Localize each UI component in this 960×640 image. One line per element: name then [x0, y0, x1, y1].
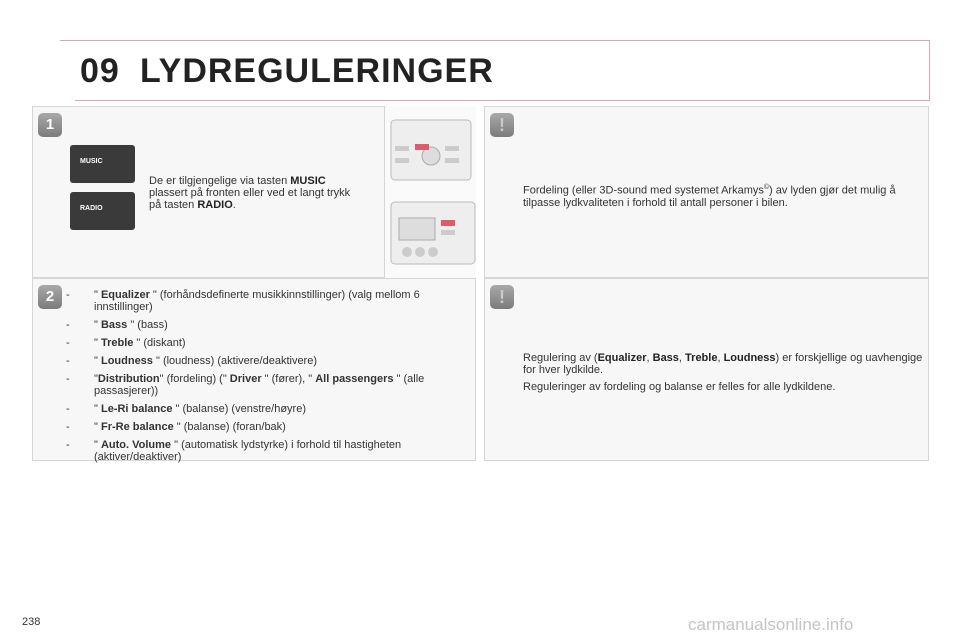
page-number: 238: [22, 616, 41, 628]
music-key-label: MUSIC: [80, 158, 103, 165]
music-key-image: [70, 145, 135, 183]
step-badge-1: 1: [38, 113, 62, 137]
distribution-note-text: Fordeling (eller 3D-sound med systemet Arkamys©) av lyden gjør det mulig å tilpasse lydkvaliteten i forhold til antall personer i bilen.: [523, 184, 896, 209]
list-item: - " Auto. Volume " (automatisk lydstyrke) i forhold til hastigheten (aktiver/deaktiver): [66, 439, 402, 463]
list-item: - " Loudness " (loudness) (aktivere/deaktivere): [66, 355, 318, 367]
page-title: LYDREGULERINGER: [140, 52, 494, 90]
header-rule-bottom: [75, 100, 930, 101]
warning-icon: !: [490, 285, 514, 309]
regulation-note-text: Regulering av (Equalizer, Bass, Treble, Loudness) er forskjellige og uavhengige for hver lydkilde.: [523, 352, 923, 376]
list-item: - " Equalizer " (forhåndsdefinerte musikkinnstillinger) (valg mellom 6 innstillinger): [66, 289, 420, 313]
list-item: - " Fr-Re balance " (balanse) (foran/bak): [66, 421, 286, 433]
step-badge-2: 2: [38, 285, 62, 309]
settings-list: [66, 289, 471, 469]
radio-key-label: RADIO: [80, 205, 103, 212]
watermark: carmanualsonline.info: [688, 615, 854, 634]
radio-front-illustration: [384, 106, 476, 278]
list-item: - " Le-Ri balance " (balanse) (venstre/høyre): [66, 403, 307, 415]
access-text: De er tilgjengelige via tasten MUSIC plassert på fronten eller ved et langt trykk på tasten RADIO.: [149, 175, 351, 211]
header-rule-right: [929, 40, 930, 101]
regulation-note-text-2: Reguleringer av fordeling og balanse er felles for alle lydkildene.: [523, 381, 836, 393]
header-rule-top: [60, 40, 930, 41]
warning-icon: !: [490, 113, 514, 137]
list-item: - "Distribution" (fordeling) (" Driver " (fører), " All passengers " (alle passasjerer)): [66, 373, 425, 397]
list-item: - " Treble " (diskant): [66, 337, 186, 349]
chapter-number: 09: [80, 52, 120, 90]
radio-key-image: [70, 192, 135, 230]
list-item: - " Bass " (bass): [66, 319, 168, 331]
radio-front-drawing: [385, 106, 476, 278]
